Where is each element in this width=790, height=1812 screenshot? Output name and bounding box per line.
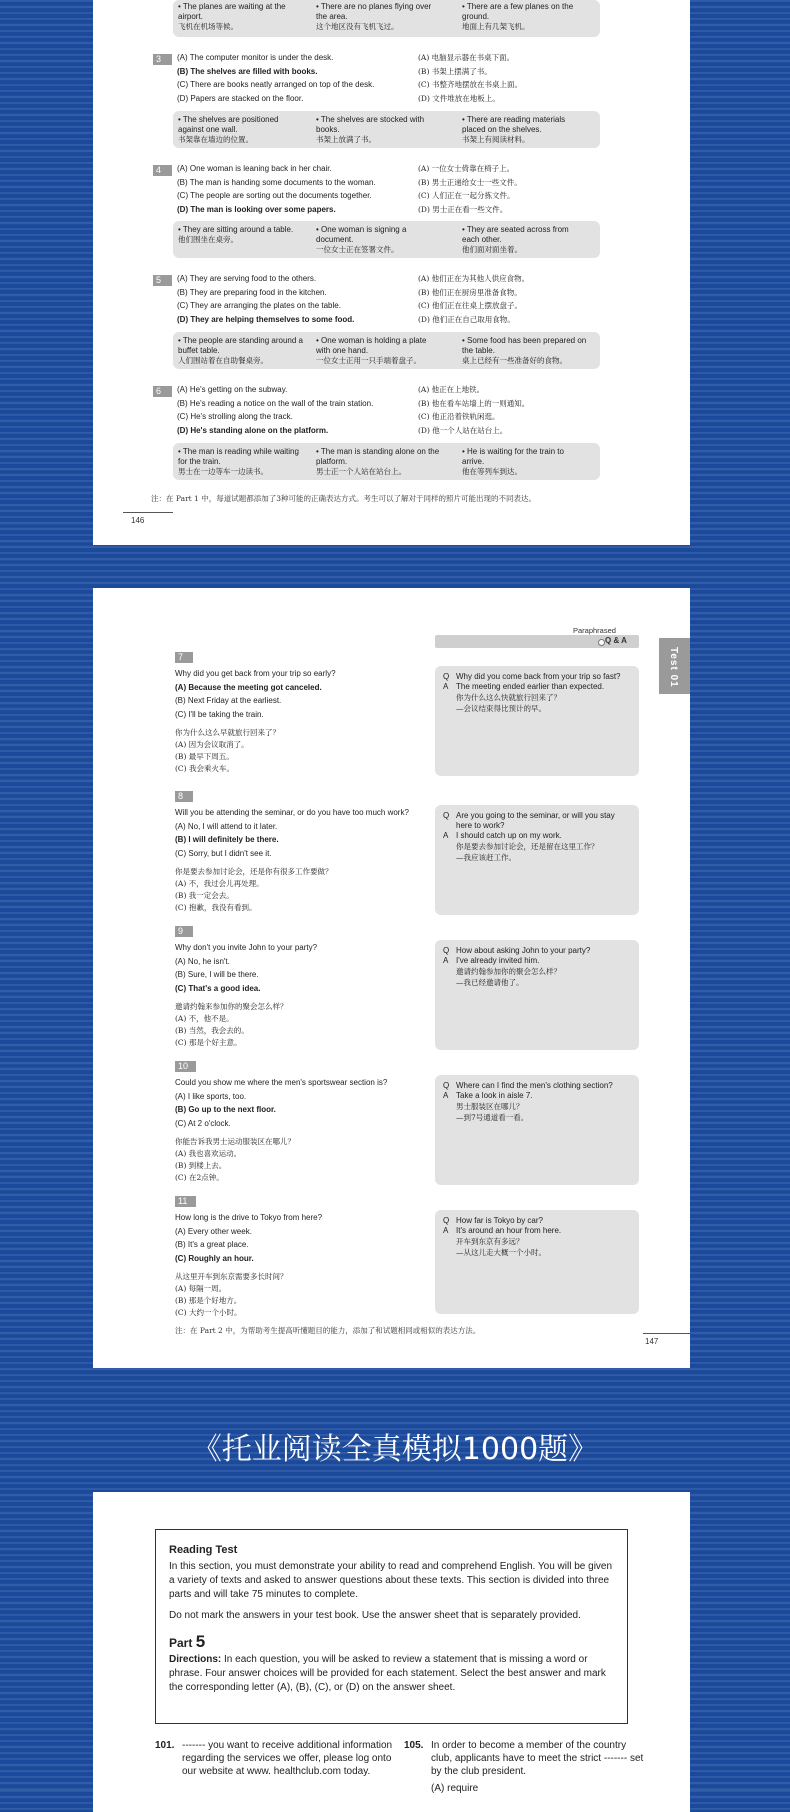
option-c: (C) He's strolling along the track.: [177, 412, 293, 421]
paraphrase-en: • The planes are waiting at the airport.: [178, 2, 304, 22]
option-d-cn: (D) 男士正在看一些文件。: [418, 204, 508, 214]
paraphrase-cn: 他们面对面坐着。: [462, 245, 522, 254]
paraphrase-cn: 男士在一边等车一边读书。: [178, 467, 268, 476]
qa-translation: —从这儿走大概一个小时。: [456, 1248, 546, 1257]
question-text: Could you show me where the men's sportswear section is?: [175, 1078, 388, 1087]
option-c: (C) Sorry, but I didn't see it.: [175, 848, 272, 858]
option-b-cn: (B) 他们正在厨房里准备食物。: [418, 287, 522, 297]
qa-answer-text: Take a look in aisle 7.: [456, 1091, 533, 1100]
question-block: [175, 941, 445, 1049]
part-heading: [169, 1632, 614, 1651]
translation-line: (C) 大约一个小时。: [175, 1308, 242, 1317]
paraphrase-cn: 书架靠在墙边的位置。: [178, 135, 253, 144]
part-number: 5: [195, 1632, 206, 1651]
paraphrase-en: • The man is standing alone on the platform.: [316, 447, 442, 467]
qa-box: [435, 1210, 639, 1314]
paraphrase-en: • The shelves are positioned against one wall.: [178, 115, 304, 135]
paraphrase-cn: 书架上有阅读材料。: [462, 135, 530, 144]
option-d-cn: (D) 他一个人站在站台上。: [418, 425, 508, 435]
paraphrase-cn: 这个地区没有飞机飞过。: [316, 22, 399, 31]
question-number: 11: [175, 1196, 196, 1207]
option-c-cn: (C) 他正沿着铁轨闲逛。: [418, 412, 500, 421]
qa-question-text: How about asking John to your party?: [456, 946, 591, 955]
qa-translation: 你是要去参加讨论会，还是留在这里工作？: [456, 842, 599, 851]
question-number: 3: [153, 54, 172, 65]
qa-question-text: How far is Tokyo by car?: [456, 1216, 543, 1225]
question-item-105: [404, 1739, 649, 1795]
option-b: (B) They are preparing food in the kitchen.: [177, 287, 327, 297]
paraphrase-en: • They are sitting around a table.: [178, 225, 304, 235]
page-number: 146: [131, 516, 145, 525]
option-a: (A) No, he isn't.: [175, 956, 230, 966]
reading-test-page: [93, 1492, 690, 1812]
translation-line: (C) 在2点钟。: [175, 1173, 224, 1182]
qa-translation: —我应该赶工作。: [456, 853, 516, 862]
paraphrase-en: • He is waiting for the train to arrive.: [462, 447, 588, 467]
option-d-cn: (D) 他们正在自己取用食物。: [418, 314, 515, 324]
paraphrase-en: • The man is reading while waiting for the train.: [178, 447, 304, 467]
options-cn: [418, 51, 588, 105]
qa-translation: 邀请约翰参加你的聚会怎么样？: [456, 967, 561, 976]
option-b-correct: (B) The shelves are filled with books.: [177, 66, 318, 76]
qa-box: [435, 1075, 639, 1185]
paraphrase-en: • One woman is holding a plate with one hand.: [316, 336, 442, 356]
header-paraphrased: Paraphrased: [573, 626, 616, 635]
option-b-correct: (B) I will definitely be there.: [175, 835, 279, 844]
option-b: (B) Next Friday at the earliest.: [175, 696, 282, 705]
question-block: [175, 1076, 445, 1184]
question-text: How long is the drive to Tokyo from here?: [175, 1213, 323, 1222]
paraphrase-box-q6: [173, 443, 600, 480]
paraphrase-cn: 桌上已经有一些准备好的食物。: [462, 356, 567, 365]
qa-answer-text: I've already invited him.: [456, 956, 540, 965]
options-cn: [418, 383, 588, 437]
qa-answer-text: I should catch up on my work.: [456, 831, 562, 840]
paraphrase-en: • There are no planes flying over the area.: [316, 2, 442, 22]
question-number: 7: [175, 652, 193, 663]
side-tab-label: Test 01: [668, 647, 679, 688]
qa-question: Q Are you going to the seminar, or will you stay here to work?: [443, 811, 615, 830]
paraphrase-box-q3: [173, 111, 600, 148]
paraphrase-en: • One woman is signing a document.: [316, 225, 442, 245]
translation-line: 你是要去参加讨论会，还是你有很多工作要做？: [175, 867, 333, 876]
option-c-cn: (C) 人们正在一起分拣文件。: [418, 191, 515, 200]
qa-answer: A Take a look in aisle 7. 男士服装区在哪儿？ —到7号通道看一看。: [443, 1091, 631, 1123]
directions-text: In each question, you will be asked to review a statement that is missing a word or phrase. Four answer choices will be provided for each statement. Select the best answer and mark the corresponding letter (A), (B), (C), or (D) on the answer sheet.: [169, 1654, 606, 1693]
question-number: 4: [153, 165, 172, 176]
reading-test-instructions: [155, 1529, 628, 1724]
translation-line: (B) 那是个好地方。: [175, 1296, 242, 1305]
paraphrase-en: • The shelves are stocked with books.: [316, 115, 442, 135]
translation-line: (B) 到楼上去。: [175, 1161, 227, 1170]
translation: [175, 1136, 445, 1184]
options-cn: [418, 162, 588, 216]
translation-line: (C) 抱歉，我没有看到。: [175, 903, 257, 912]
paraphrase-cn: 男士正一个人站在站台上。: [316, 467, 406, 476]
part-label: Part: [169, 1636, 193, 1650]
qa-translation: 男士服装区在哪儿？: [456, 1102, 524, 1111]
options-en: [177, 162, 387, 216]
item-option-a: (A) require: [431, 1783, 479, 1794]
option-a: (A) One woman is leaning back in her chair.: [177, 164, 332, 173]
option-b: (B) Sure, I will be there.: [175, 970, 259, 979]
option-a-cn: (A) 电脑显示器在书桌下面。: [418, 53, 515, 62]
option-d-cn: (D) 文件堆放在地板上。: [418, 93, 500, 103]
qa-answer: A It's around an hour from here. 开车到东京有多远？ —从这儿走大概一个小时。: [443, 1226, 631, 1258]
translation: [175, 1271, 445, 1319]
footnote: 注：在 Part 1 中，每道试题都添加了3种可能的正确表达方式。考生可以了解对于同样的照片可能出现的不同表达。: [151, 494, 536, 503]
translation: [175, 866, 445, 914]
translation-line: (B) 当然，我会去的。: [175, 1026, 249, 1035]
option-a-cn: (A) 他们正在为其他人供应食物。: [418, 274, 530, 283]
translation-line: 邀请约翰来参加你的聚会怎么样？: [175, 1002, 288, 1011]
option-d-correct: (D) The man is looking over some papers.: [177, 204, 336, 214]
translation-line: 从这里开车到东京需要多长时间？: [175, 1272, 288, 1281]
qa-answer-text: It's around an hour from here.: [456, 1226, 562, 1235]
question-block: [175, 1211, 445, 1319]
question-number: 6: [153, 386, 172, 397]
option-b-cn: (B) 书架上摆满了书。: [418, 66, 492, 76]
options-en: [177, 272, 387, 326]
qa-translation: —会议结束得比预计的早。: [456, 704, 546, 713]
qa-question-text: Are you going to the seminar, or will you stay here to work?: [456, 811, 615, 830]
option-a: (A) I like sports, too.: [175, 1091, 247, 1101]
qa-question: Q Why did you come back from your trip so fast?: [443, 672, 621, 681]
paraphrase-en: • There are a few planes on the ground.: [462, 2, 588, 22]
option-b: (B) It's a great place.: [175, 1240, 249, 1249]
translation: [175, 1001, 445, 1049]
option-a: (A) He's getting on the subway.: [177, 385, 288, 394]
header-qa: Q & A: [605, 636, 627, 645]
option-c-cn: (C) 书整齐地摆放在书桌上面。: [418, 80, 522, 89]
item-number: 101.: [155, 1740, 175, 1751]
option-b-cn: (B) 他在看车站墙上的一则通知。: [418, 398, 530, 408]
item-number: 105.: [404, 1740, 424, 1751]
qa-box: [435, 666, 639, 776]
reading-test-title: Reading Test: [169, 1544, 238, 1556]
option-c-correct: (C) That's a good idea.: [175, 983, 261, 993]
option-b: (B) The man is handing some documents to the woman.: [177, 177, 376, 187]
translation-line: (C) 我会乘火车。: [175, 764, 234, 773]
question-number: 9: [175, 926, 193, 937]
reading-test-intro: In this section, you must demonstrate your ability to read and comprehend English. You will be given a variety of texts and asked to answer questions about these texts. This section is divided into three parts and will take 75 minutes to complete.: [169, 1561, 613, 1600]
qa-translation: —我已经邀请他了。: [456, 978, 524, 987]
paraphrase-en: • They are seated across from each other.: [462, 225, 588, 245]
option-c: (C) The people are sorting out the documents together.: [177, 191, 372, 200]
option-b-correct: (B) Go up to the next floor.: [175, 1105, 276, 1114]
page-number-rule: [643, 1333, 690, 1334]
option-b: (B) He's reading a notice on the wall of the train station.: [177, 398, 374, 408]
question-item-101: [155, 1739, 400, 1778]
option-c-cn: (C) 他们正在往桌上摆放盘子。: [418, 301, 522, 310]
item-text: ------- you want to receive additional information regarding the services we offer, please log onto our website at www. healthclub.com today.: [182, 1740, 393, 1777]
option-c-correct: (C) Roughly an hour.: [175, 1253, 254, 1263]
translation-line: (B) 最早下周五。: [175, 752, 234, 761]
translation-line: 你能告诉我男士运动服装区在哪儿？: [175, 1137, 295, 1146]
translation-line: (A) 不，他不是。: [175, 1014, 234, 1023]
qa-translation: —到7号通道看一看。: [456, 1113, 529, 1122]
option-c: (C) I'll be taking the train.: [175, 709, 264, 719]
translation-line: (C) 那是个好主意。: [175, 1038, 242, 1047]
book-title-banner: 《托业阅读全真模拟1000题》: [191, 1432, 599, 1467]
paraphrase-en: • Some food has been prepared on the table.: [462, 336, 588, 356]
options-en: [177, 51, 387, 105]
option-c: (C) At 2 o'clock.: [175, 1118, 231, 1128]
paraphrase-box-q5: [173, 332, 600, 369]
paraphrase-cn: 地面上有几架飞机。: [462, 22, 530, 31]
option-a: (A) The computer monitor is under the desk.: [177, 53, 334, 62]
qa-question-text: Where can I find the men's clothing section?: [456, 1081, 613, 1090]
part-directions: [169, 1653, 614, 1695]
paraphrase-cn: 一位女士正用一只手端着盘子。: [316, 356, 421, 365]
question-text: Why don't you invite John to your party?: [175, 943, 318, 952]
paraphrase-cn: 他在等列车到达。: [462, 467, 522, 476]
qa-box: [435, 940, 639, 1050]
question-block: [175, 806, 445, 914]
question-number: 8: [175, 791, 193, 802]
qa-box: [435, 805, 639, 915]
paraphrase-cn: 一位女士正在签署文件。: [316, 245, 399, 254]
translation-line: 你为什么这么早就旅行回来了？: [175, 728, 280, 737]
item-text: In order to become a member of the country club, applicants have to meet the strict ------- set by the club president.: [431, 1740, 644, 1777]
option-c: (C) There are books neatly arranged on top of the desk.: [177, 80, 375, 89]
footnote: 注：在 Part 2 中，为帮助考生提高听懂题目的能力，添加了和试题相同或相似的表达方法。: [175, 1326, 481, 1335]
options-en: [177, 383, 387, 437]
question-number: 5: [153, 275, 172, 286]
option-d: (D) Papers are stacked on the floor.: [177, 93, 304, 103]
question-block: [175, 667, 445, 775]
option-a: (A) No, I will attend to it later.: [175, 821, 278, 831]
paraphrase-box-q2: [173, 0, 600, 37]
option-c: (C) They are arranging the plates on the table.: [177, 301, 341, 310]
paraphrase-cn: 飞机在机场等候。: [178, 22, 238, 31]
translation-line: (A) 每隔一周。: [175, 1284, 227, 1293]
option-b-cn: (B) 男士正递给女士一些文件。: [418, 177, 522, 187]
option-a: (A) Every other week.: [175, 1226, 252, 1236]
page-number: 147: [645, 1337, 659, 1346]
option-d-correct: (D) He's standing alone on the platform.: [177, 425, 329, 435]
qa-answer-text: The meeting ended earlier than expected.: [456, 682, 605, 691]
paraphrase-cn: 书架上放满了书。: [316, 135, 376, 144]
textbook-page-147: [93, 588, 690, 1368]
option-d-correct: (D) They are helping themselves to some food.: [177, 314, 355, 324]
question-text: Why did you get back from your trip so early?: [175, 669, 336, 678]
qa-answer: A The meeting ended earlier than expected. 你为什么这么快就旅行回来了？ —会议结束得比预计的早。: [443, 682, 631, 714]
qa-translation: 开车到东京有多远？: [456, 1237, 524, 1246]
header-dot-icon: [598, 639, 605, 646]
paraphrase-en: • There are reading materials placed on the shelves.: [462, 115, 588, 135]
item-body: [404, 1739, 649, 1795]
paraphrase-en: • The people are standing around a buffet table.: [178, 336, 304, 356]
translation: [175, 727, 445, 775]
directions-label: Directions:: [169, 1654, 222, 1665]
translation-line: (A) 不，我过会儿再处理。: [175, 879, 264, 888]
option-a-correct: (A) Because the meeting got canceled.: [175, 682, 322, 692]
qa-translation: 你为什么这么快就旅行回来了？: [456, 693, 561, 702]
option-a-cn: (A) 他正在上地铁。: [418, 385, 485, 394]
textbook-page-146: [93, 0, 690, 545]
paraphrase-cn: 他们围坐在桌旁。: [178, 235, 238, 244]
reading-test-instruction: Do not mark the answers in your test book. Use the answer sheet that is separately provided.: [169, 1610, 581, 1621]
options-cn: [418, 272, 588, 326]
qa-answer: A I should catch up on my work. 你是要去参加讨论会，还是留在这里工作？ —我应该赶工作。: [443, 831, 631, 863]
question-text: Will you be attending the seminar, or do you have too much work?: [175, 808, 409, 817]
option-a: (A) They are serving food to the others.: [177, 274, 317, 283]
qa-question-text: Why did you come back from your trip so fast?: [456, 672, 621, 681]
qa-question: Q How about asking John to your party?: [443, 946, 591, 955]
qa-question: Q How far is Tokyo by car?: [443, 1216, 543, 1225]
question-number: 10: [175, 1061, 196, 1072]
option-a-cn: (A) 一位女士倚靠在椅子上。: [418, 164, 515, 173]
translation-line: (A) 因为会议取消了。: [175, 740, 249, 749]
test-side-tab: [659, 638, 690, 694]
qa-question: Q Where can I find the men's clothing section?: [443, 1081, 613, 1090]
paraphrase-cn: 人们围站着在自助餐桌旁。: [178, 356, 268, 365]
page-number-rule: [123, 512, 173, 513]
translation-line: (A) 我也喜欢运动。: [175, 1149, 242, 1158]
paraphrase-box-q4: [173, 221, 600, 258]
qa-answer: A I've already invited him. 邀请约翰参加你的聚会怎么样？ —我已经邀请他了。: [443, 956, 631, 988]
translation-line: (B) 我一定会去。: [175, 891, 234, 900]
